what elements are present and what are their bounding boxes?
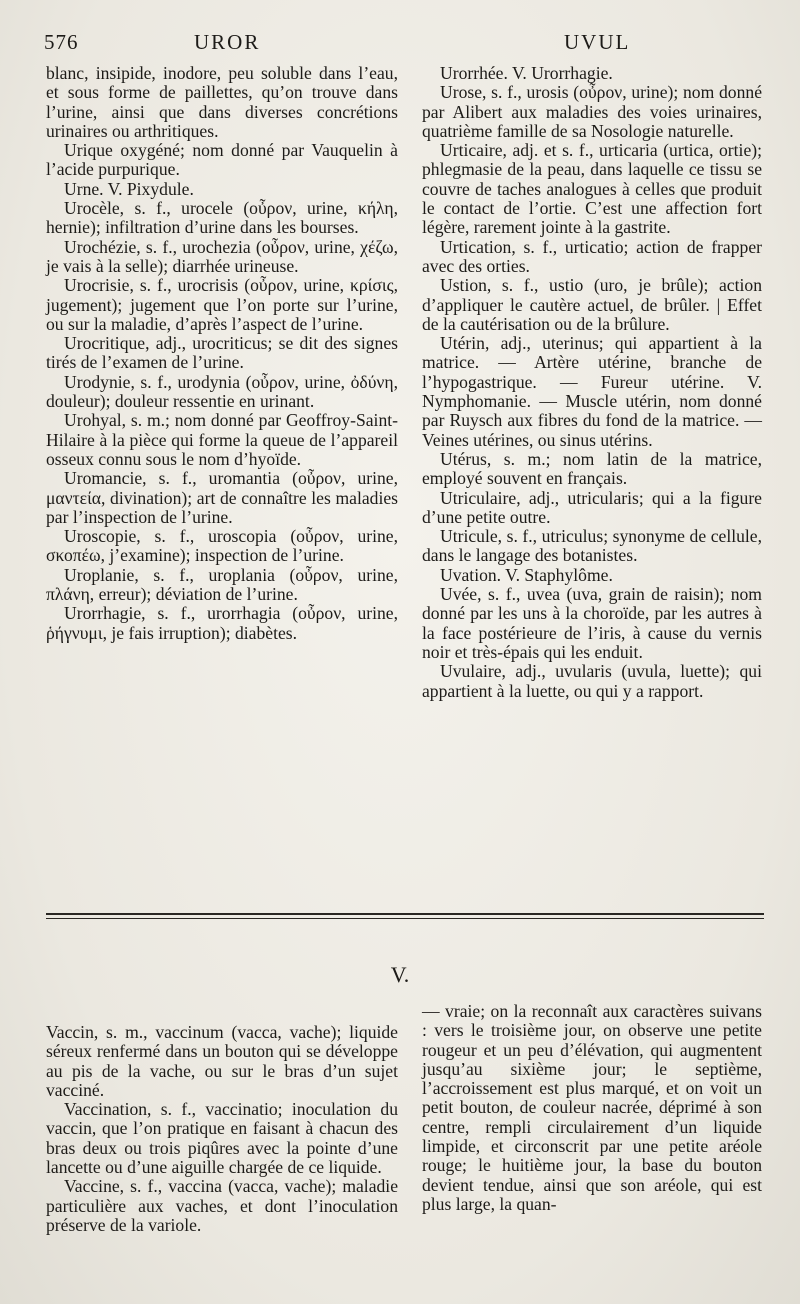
right-running-head: UVUL bbox=[564, 30, 631, 54]
entry-paragraph: blanc, insipide, inodore, peu soluble dans l’eau, et sous forme de paillettes, qu’on trouve dans l’urine, ainsi que dans diverses concrétions urinaires ou arthritiques. bbox=[46, 63, 398, 141]
entry-paragraph: Vaccination, s. f., vaccinatio; inoculation du vaccin, que l’on pratique en faisant à chacun des bras deux ou trois piqûres avec la pointe d’une lancette ou d’une aiguille chargée de ce liquide. bbox=[46, 1099, 398, 1178]
entry-paragraph: Uromancie, s. f., uromantia (οὖρον, urine, μαντεία, divination); art de connaître les maladies par l’inspection de l’urine. bbox=[46, 468, 398, 527]
entry-paragraph: Urocrisie, s. f., urocrisis (οὖρον, urine, κρίσις, jugement); jugement que l’on porte sur l’urine, ou sur la maladie, d’après l’aspect de l’urine. bbox=[46, 275, 398, 334]
entry-paragraph: Urodynie, s. f., urodynia (οὖρον, urine, ὀδύνη, douleur); douleur ressentie en urinant. bbox=[46, 371, 398, 412]
entry-paragraph: Vaccin, s. m., vaccinum (vacca, vache); liquide séreux renfermé dans un bouton qui se développe au pis de la vache, ou sur le bras d’un sujet vacciné. bbox=[46, 1022, 398, 1100]
section-letter-heading: V. bbox=[390, 962, 410, 987]
entry-paragraph: Ustion, s. f., ustio (uro, je brûle); action d’appliquer le cautère actuel, de brûler. | Effet de la cautérisation ou de la brûlure. bbox=[422, 275, 762, 334]
entry-paragraph: Uroplanie, s. f., uroplania (οὖρον, urine, πλάνη, erreur); déviation de l’urine. bbox=[46, 564, 398, 605]
entry-paragraph: Uvation. V. Staphylôme. bbox=[440, 564, 613, 585]
section-divider bbox=[46, 913, 764, 915]
section-divider-thin bbox=[46, 918, 764, 919]
entry-paragraph: Utérus, s. m.; nom latin de la matrice, employé souvent en français. bbox=[422, 448, 762, 489]
entry-paragraph: Vaccine, s. f., vaccina (vacca, vache); maladie particulière aux vaches, et dont l’inoculation préserve de la variole. bbox=[46, 1176, 398, 1235]
entry-paragraph: Urticaire, adj. et s. f., urticaria (urtica, ortie); phlegmasie de la peau, dans laquelle ce tissu se couvre de taches analogues à celles que produit le contact de l’ortie. C’est une affection fort légère, rarement jointe à la gastrite. bbox=[422, 140, 762, 238]
entry-paragraph: Urohyal, s. m.; nom donné par Geoffroy-Saint-Hilaire à la pièce qui forme la queue de l’appareil osseux connu sous le nom d’hyoïde. bbox=[46, 410, 398, 469]
entry-paragraph: Urorrhagie, s. f., urorrhagia (οὖρον, urine, ῥήγνυμι, je fais irruption); diabètes. bbox=[46, 603, 398, 643]
entry-paragraph: Utricule, s. f., utriculus; synonyme de cellule, dans le langage des botanistes. bbox=[422, 526, 762, 566]
entry-paragraph: Utérin, adj., uterinus; qui appartient à la matrice. — Artère utérine, branche de l’hypogastrique. — Fureur utérine. V. Nymphomanie. — Muscle utérin, nom donné par Ruysch aux fibres du fond de la matrice. — Veines utérines, ou sinus utérins. bbox=[422, 333, 762, 450]
page-number: 576 bbox=[44, 30, 79, 54]
entry-paragraph: Urtication, s. f., urticatio; action de frapper avec des orties. bbox=[422, 236, 762, 276]
entry-paragraph: Uvulaire, adj., uvularis (uvula, luette); qui appartient à la luette, ou qui y a rapport. bbox=[422, 661, 762, 701]
bottom-left-column bbox=[46, 1023, 398, 1235]
bottom-right-column bbox=[422, 1002, 762, 1214]
entry-paragraph: Utriculaire, adj., utricularis; qui a la figure d’une petite outre. bbox=[422, 487, 762, 527]
top-left-column bbox=[46, 64, 398, 643]
entry-paragraph: Urochézie, s. f., urochezia (οὖρον, urine, χέζω, je vais à la selle); diarrhée urineuse. bbox=[46, 236, 398, 276]
top-right-column bbox=[422, 64, 762, 701]
entry-paragraph: Urose, s. f., urosis (οὖρον, urine); nom donné par Alibert aux maladies des voies urinaires, quatrième famille de sa Nosologie naturelle. bbox=[422, 82, 762, 141]
entry-paragraph: Urocritique, adj., urocriticus; se dit des signes tirés de l’examen de l’urine. bbox=[46, 333, 398, 373]
left-running-head: UROR bbox=[194, 30, 261, 54]
entry-paragraph: Uvée, s. f., uvea (uva, grain de raisin); nom donné par les uns à la choroïde, par les autres à la face postérieure de l’iris, à cause du vernis noir et très-épais qui les enduit. bbox=[422, 584, 762, 662]
entry-paragraph: Uroscopie, s. f., uroscopia (οὖρον, urine, σκοπέω, j’examine); inspection de l’urine. bbox=[46, 526, 398, 566]
entry-paragraph: Urorrhée. V. Urorrhagie. bbox=[440, 63, 613, 83]
entry-paragraph: Urocèle, s. f., urocele (οὖρον, urine, κήλη, hernie); infiltration d’urine dans les bourses. bbox=[46, 198, 398, 238]
entry-paragraph: — vraie; on la reconnaît aux caractères suivans : vers le troisième jour, on observe une petite rougeur et un peu d’élévation, qui augmentent jusqu’au sixième jour; le septième, l’accroissement est plus marqué, et on voit un petit bouton, de couleur nacrée, déprimé à son centre, rempli circulairement d’un liquide limpide, et circonscrit par une petite aréole rouge; le huitième jour, la base du bouton devient tendue, ainsi que son aréole, qui est plus large, la quan- bbox=[422, 1001, 762, 1214]
running-header bbox=[44, 30, 764, 58]
entry-paragraph: Urne. V. Pixydule. bbox=[64, 178, 194, 199]
entry-paragraph: Urique oxygéné; nom donné par Vauquelin à l’acide purpurique. bbox=[46, 140, 398, 180]
